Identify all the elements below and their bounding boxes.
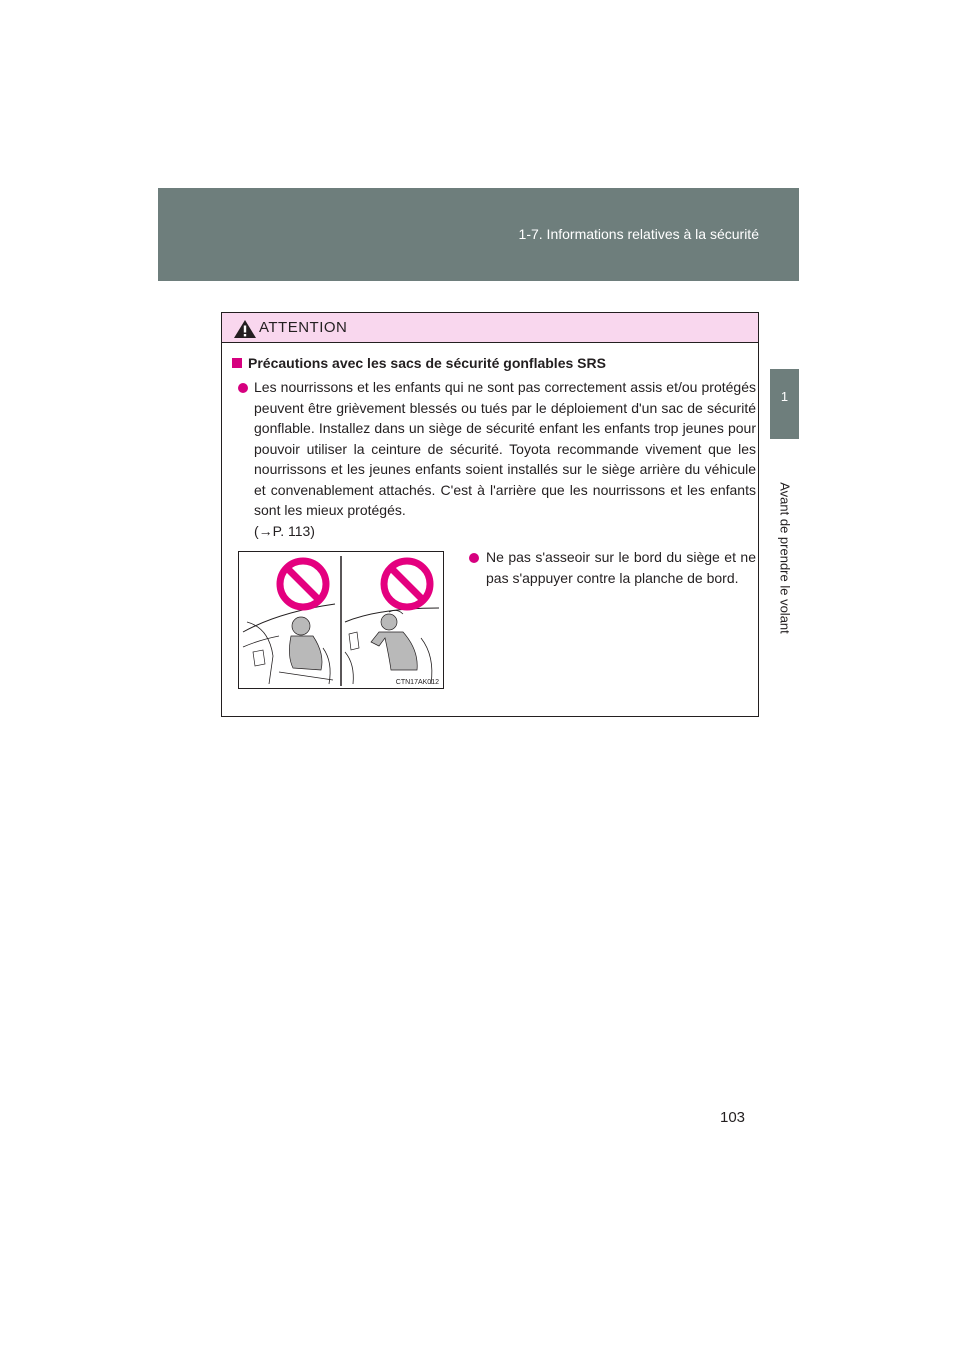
warning-triangle-icon xyxy=(233,319,257,339)
page-reference: (→P. 113) xyxy=(254,522,315,539)
section-title: 1-7. Informations relatives à la sécurité xyxy=(518,226,759,242)
bullet-dot-icon xyxy=(469,553,479,563)
illustration-figure xyxy=(238,551,444,689)
warning-box xyxy=(221,312,759,717)
bullet-paragraph-2: Ne pas s'asseoir sur le bord du siège et ne pas s'appuyer contre la planche de bord. xyxy=(486,549,756,586)
airbag-misuse-illustration xyxy=(239,552,443,688)
square-bullet-icon xyxy=(232,358,242,368)
page-number: 103 xyxy=(720,1109,746,1126)
figure-code: CTN17AK012 xyxy=(395,679,439,686)
bullet-1-text: Les nourrissons et les enfants qui ne sont pas correctement assis et/ou protégés peuvent être grièvement blessés ou tués par le déploiement d'un sac de sécurité gonflable. Installez dans un siège de sécurité enfant les enfants trop jeunes pour pouvoir utiliser la ceinture de sécurité. Toyota recommande vivement que les nourrissons et les jeunes enfants soient installés sur le siège arrière du véhicule et convenablement attachés. C'est à l'arrière que les nourrissons et les enfants sont les mieux protégés. xyxy=(254,379,756,518)
chapter-title: Avant de prendre le volant xyxy=(777,482,793,634)
chapter-side-label xyxy=(775,478,795,638)
header-band xyxy=(158,188,799,281)
warning-header xyxy=(222,313,758,343)
chapter-number: 1 xyxy=(780,389,789,404)
warning-label: ATTENTION xyxy=(259,319,348,336)
warning-section-heading xyxy=(232,355,606,371)
section-heading-text: Précautions avec les sacs de sécurité gonflables SRS xyxy=(248,355,606,371)
bullet-dot-icon xyxy=(238,383,248,393)
chapter-tab xyxy=(770,369,799,439)
bullet-paragraph-1 xyxy=(254,377,756,541)
